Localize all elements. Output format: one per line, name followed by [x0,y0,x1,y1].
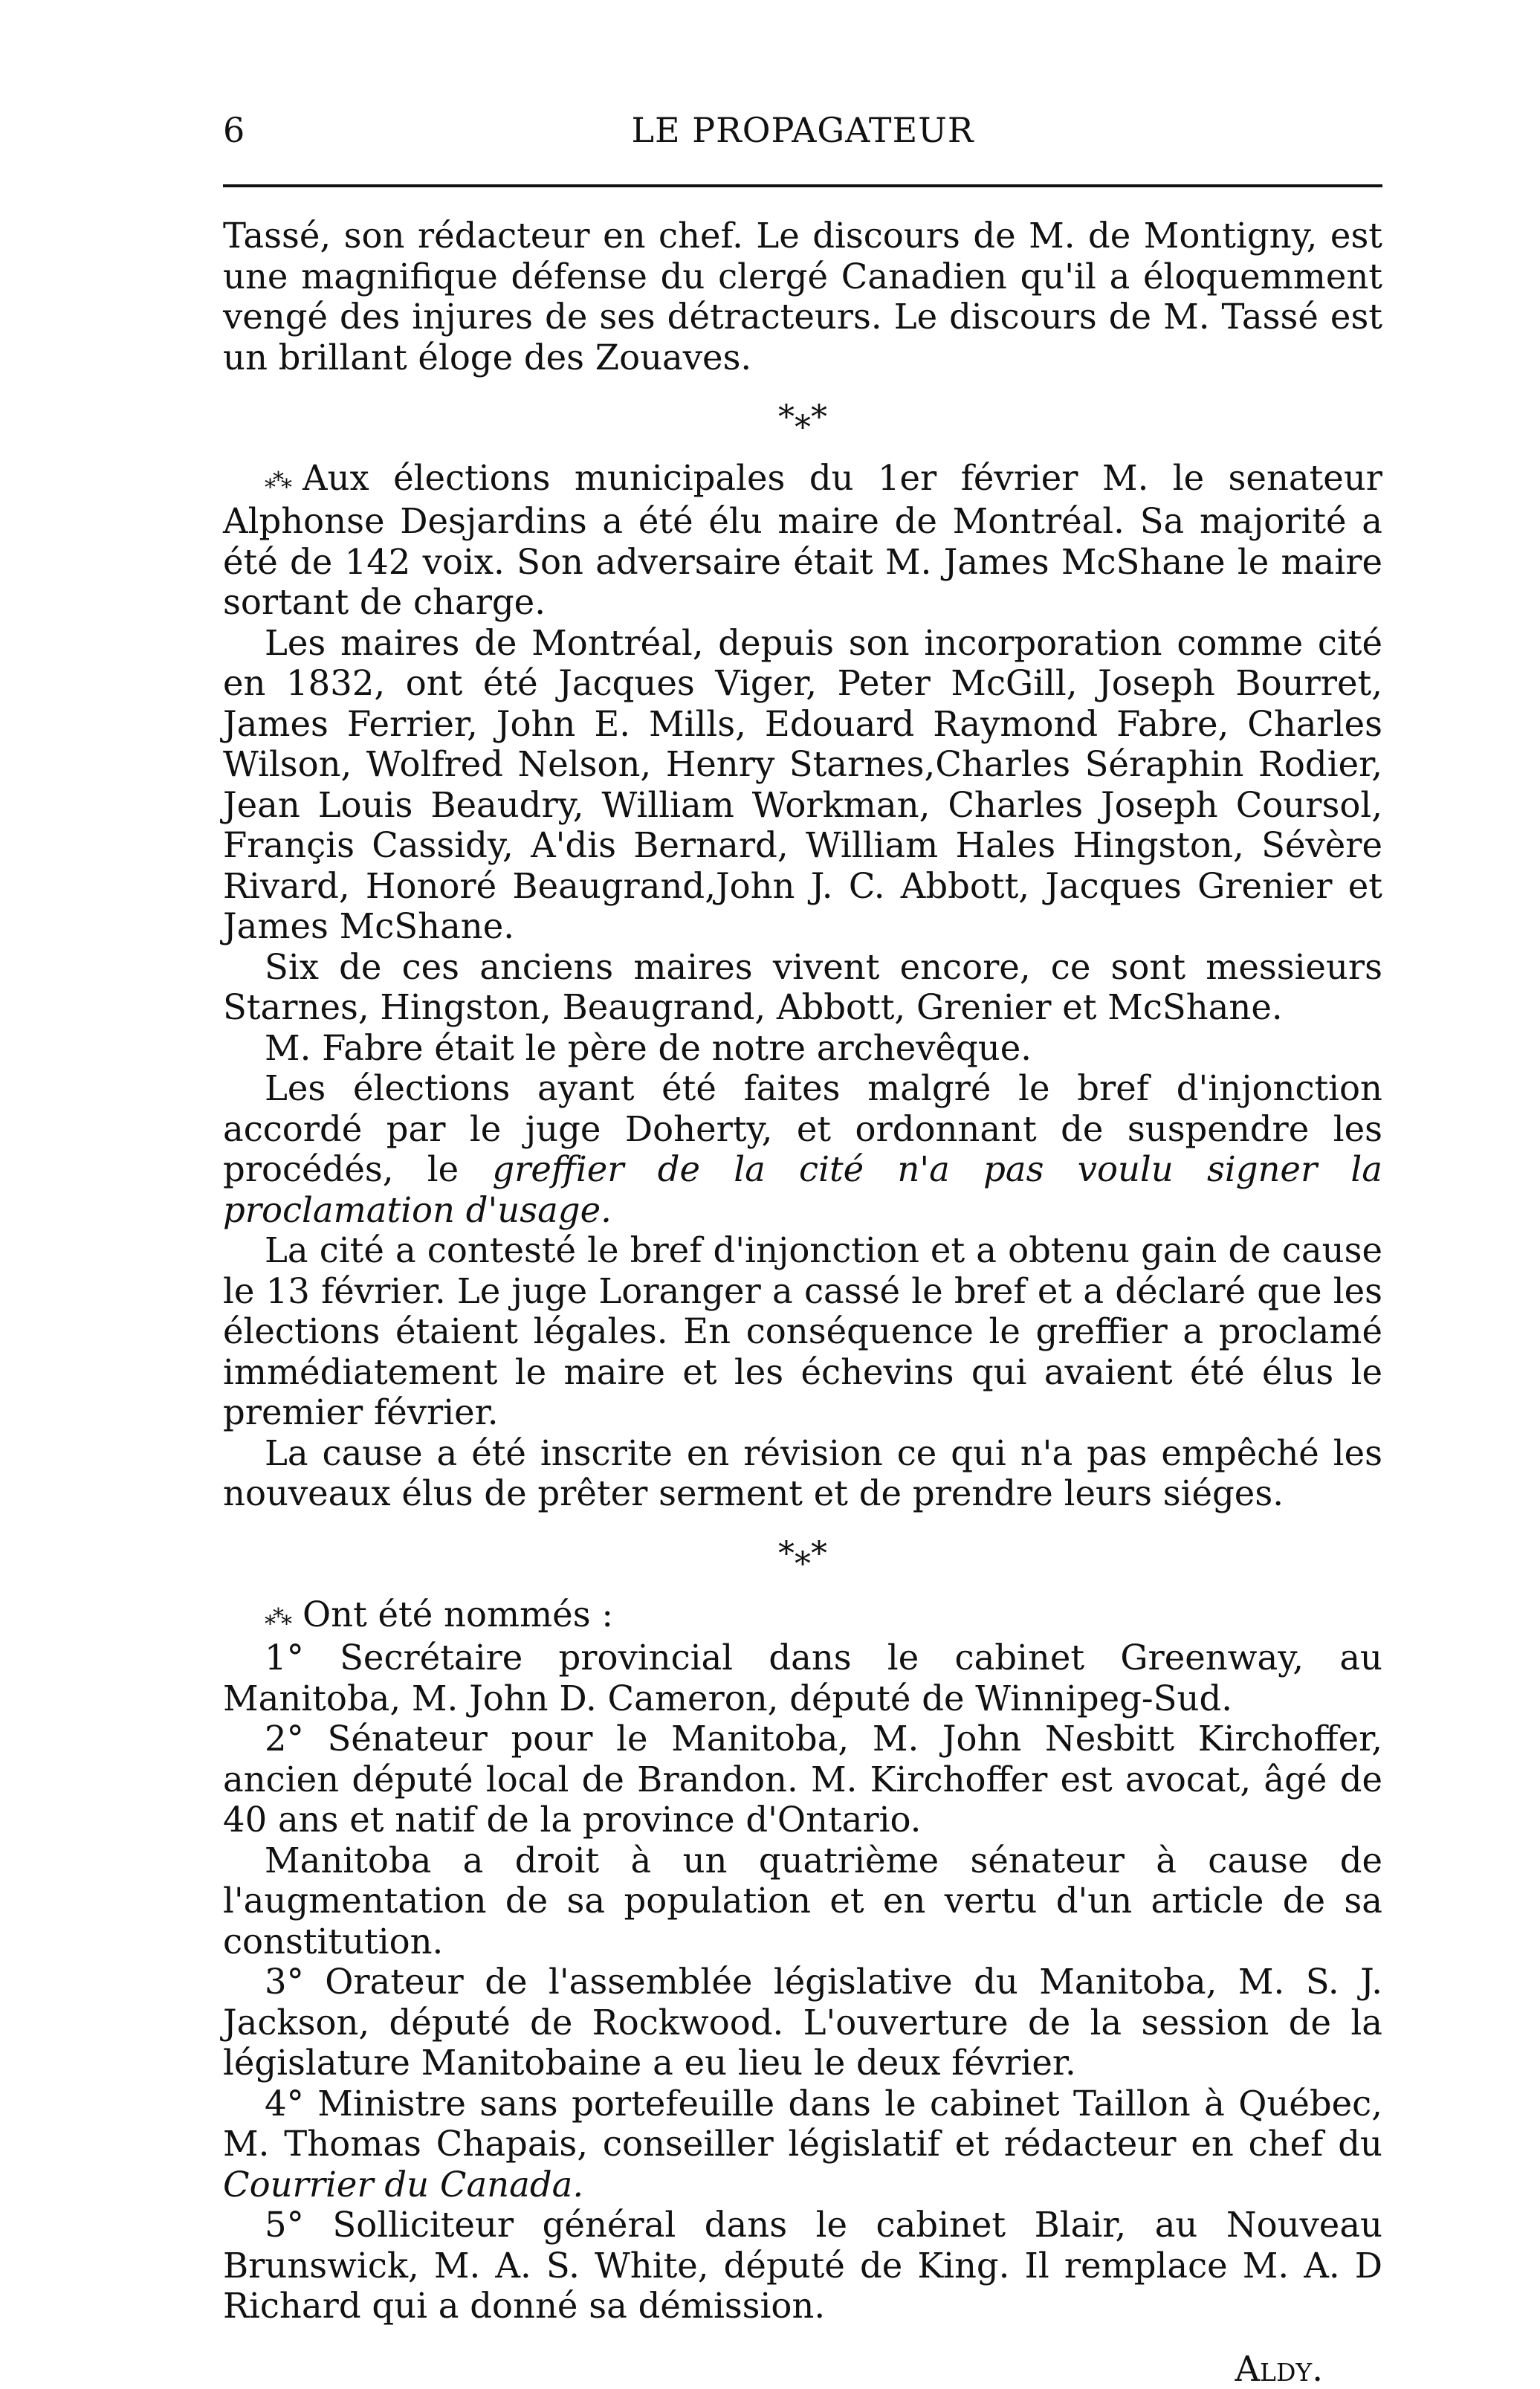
paragraph: Six de ces anciens maires vivent encore, ce sont messieurs Starnes, Hingston, Beaugrand, Abbott, Grenier et McShane. [223,947,1382,1028]
article-body [223,216,1382,2389]
author-signature: Aldy. [223,2349,1382,2389]
paragraph-text: Aux élections municipales du 1er février M. le senateur Alphonse Desjardins a été élu maire de Montréal. Sa majorité a été de 142 voix. Son adversaire était M. James McShane le maire sortant de charge. [223,458,1382,622]
paragraph: Les maires de Montréal, depuis son incorporation comme cité en 1832, ont été Jacques Viger, Peter McGill, Joseph Bourret, James Ferrier, John E. Mills, Edouard Raymond Fabre, Charles Wilson, Wolfred Nelson, Henry Starnes,Charles Séraphin Rodier, Jean Louis Beaudry, William Workman, Charles Joseph Coursol, Françis Cassidy, A'dis Bernard, William Hales Hingston, Sévère Rivard, Honoré Beaugrand,John J. C. Abbott, Jacques Grenier et James McShane. [223,623,1382,947]
paragraph-italic-text: greffier de la cité n'a pas voulu signer la proclamation d'usage. [223,1149,1382,1230]
paragraph [223,458,1382,623]
paragraph-text: Ont été nommés : [302,1594,613,1635]
paragraph: M. Fabre était le père de notre archevêque. [223,1028,1382,1069]
asterism-mark: ⁎*⁎ [265,1604,289,1630]
paragraph [223,2083,1382,2205]
asterism-separator: *⁎* [223,378,1382,458]
paragraph: 3° Orateur de l'assemblée législative du Manitoba, M. S. J. Jackson, député de Rockwood. L'ouverture de la session de la législature Manitobaine a eu lieu le deux février. [223,1962,1382,2083]
paragraph-italic-text: Courrier du Canada. [223,2165,583,2205]
paragraph: La cité a contesté le bref d'injonction et a obtenu gain de cause le 13 février. Le juge Loranger a cassé le bref et a déclaré que les élections étaient légales. En conséquence le greffier a proclamé immédiatement le maire et les échevins qui avaient été élus le premier février. [223,1230,1382,1433]
paragraph: 2° Sénateur pour le Manitoba, M. John Nesbitt Kirchoffer, ancien député local de Brandon. M. Kirchoffer est avocat, âgé de 40 ans et natif de la province d'Ontario. [223,1719,1382,1840]
paragraph: 1° Secrétaire provincial dans le cabinet Greenway, au Manitoba, M. John D. Cameron, député de Winnipeg-Sud. [223,1638,1382,1719]
paragraph: 5° Solliciteur général dans le cabinet Blair, au Nouveau Brunswick, M. A. S. White, député de King. Il remplace M. A. D Richard qui a donné sa démission. [223,2205,1382,2327]
paragraph-text: Les élections ayant été faites malgré le bref d'injonction accordé par le juge Doherty, et ordonnant de suspendre les procédés, le [223,1068,1382,1189]
paragraph [223,1594,1382,1638]
paragraph-text: 4° Ministre sans portefeuille dans le cabinet Taillon à Québec, M. Thomas Chapais, conseiller législatif et rédacteur en chef du [223,2083,1382,2165]
header-rule [223,184,1382,187]
page-number: 6 [223,110,245,150]
paragraph: La cause a été inscrite en révision ce qui n'a pas empêché les nouveaux élus de prêter serment et de prendre leurs siéges. [223,1433,1382,1514]
paragraph: Tassé, son rédacteur en chef. Le discours de M. de Montigny, est une magnifique défense du clergé Canadien qu'il a éloquemment vengé des injures de ses détracteurs. Le discours de M. Tassé est un brillant éloge des Zouaves. [223,216,1382,378]
asterism-separator: *⁎* [223,1514,1382,1594]
running-title: LE PROPAGATEUR [223,110,1382,150]
page-header [223,110,1382,155]
paragraph: Manitoba a droit à un quatrième sénateur à cause de l'augmentation de sa population et en vertu d'un article de sa constitution. [223,1840,1382,1962]
paragraph [223,1068,1382,1230]
asterism-mark: ⁎*⁎ [265,468,289,494]
